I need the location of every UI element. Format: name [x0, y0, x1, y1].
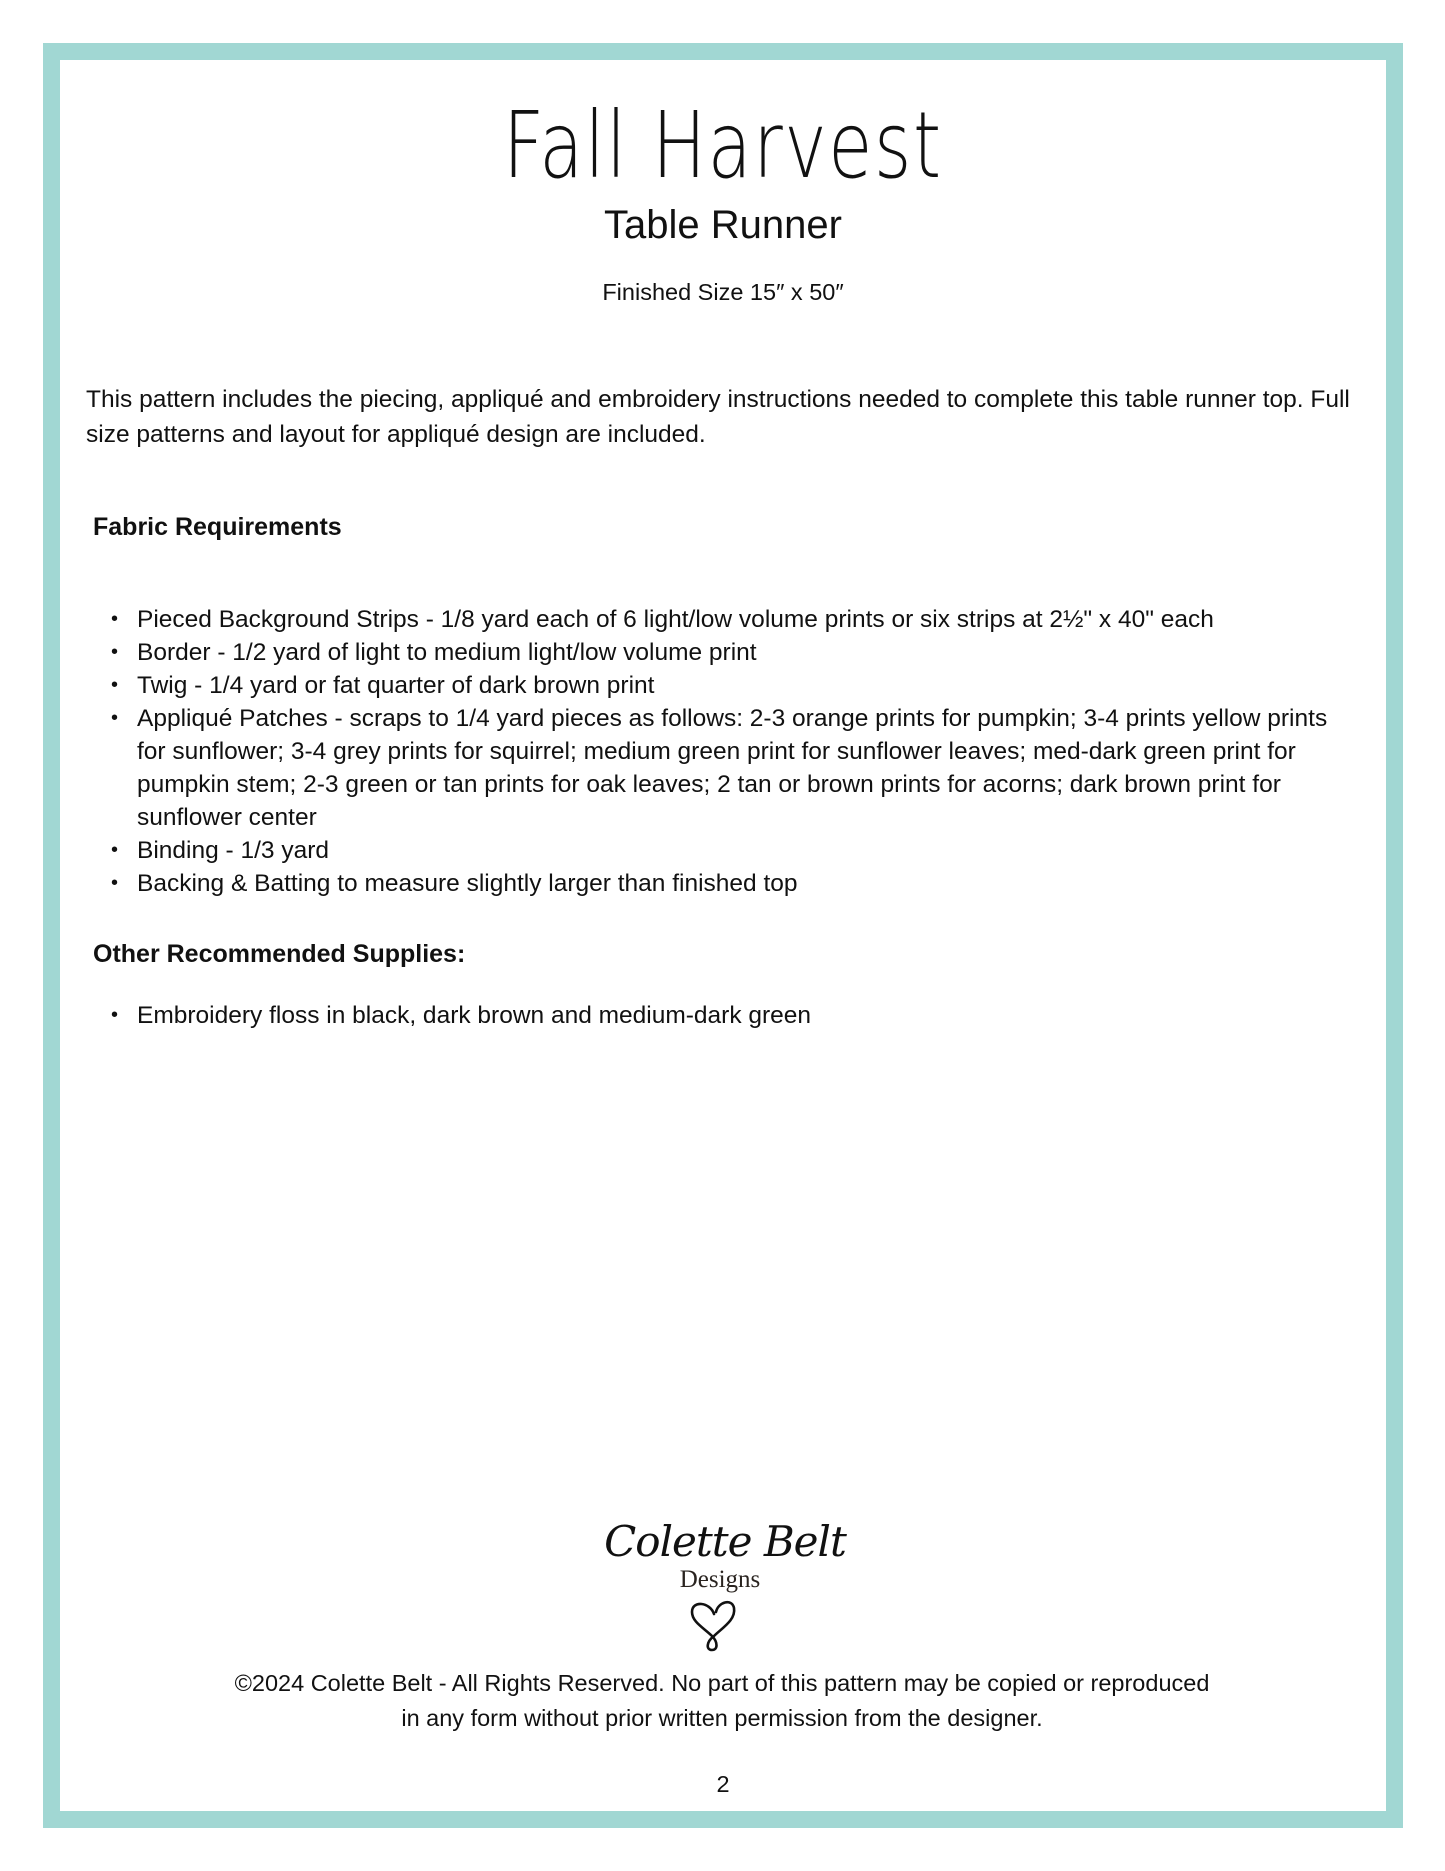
bullet-icon: •	[111, 608, 119, 630]
logo-name: Colette Belt	[604, 1517, 846, 1566]
fabric-requirements-heading: Fabric Requirements	[93, 513, 342, 541]
other-supplies-heading: Other Recommended Supplies:	[93, 940, 466, 968]
copyright-notice: ©2024 Colette Belt - All Rights Reserved. No part of this pattern may be copied or reproduced in any form without prior written permission from the designer.	[234, 1670, 1210, 1731]
intro-paragraph: This pattern includes the piecing, appliqué and embroidery instructions needed to complete this table runner top. Full size patterns and layout for appliqué design are included.	[86, 386, 1350, 448]
list-item: • Border - 1/2 yard of light to medium light/low volume print	[137, 636, 1357, 669]
fabric-requirements-list	[111, 603, 1357, 900]
bullet-icon: •	[111, 674, 119, 696]
logo-subtitle: Designs	[679, 1566, 761, 1593]
page-number: 2	[716, 1771, 730, 1797]
list-item: • Appliqué Patches - scraps to 1/4 yard pieces as follows: 2-3 orange prints for pumpkin; 3-4 prints yellow prints for sunflower; 3-4 grey prints for squirrel; medium green print for sunflower leaves; med-dark green print for pumpkin stem; 2-3 green or tan prints for oak leaves; 2 tan or brown prints for acorns; dark brown print for sunflower center	[137, 702, 1357, 834]
bullet-icon: •	[111, 839, 119, 861]
list-item: • Backing & Batting to measure slightly larger than finished top	[137, 867, 1357, 900]
heart-icon	[688, 1596, 740, 1652]
bullet-icon: •	[111, 1004, 119, 1026]
pattern-subtitle: Table Runner	[604, 203, 842, 247]
designer-logo	[595, 1516, 855, 1656]
finished-size: Finished Size 15″ x 50″	[602, 279, 844, 305]
bullet-icon: •	[111, 707, 119, 729]
other-supplies-list	[111, 999, 1357, 1032]
bullet-icon: •	[111, 641, 119, 663]
list-item: • Pieced Background Strips - 1/8 yard each of 6 light/low volume prints or six strips at 2½" x 40" each	[137, 603, 1357, 636]
list-item: • Binding - 1/3 yard	[137, 834, 1357, 867]
pattern-title: Fall Harvest	[503, 92, 943, 199]
list-item: • Embroidery floss in black, dark brown and medium-dark green	[137, 999, 1357, 1032]
bullet-icon: •	[111, 872, 119, 894]
list-item: • Twig - 1/4 yard or fat quarter of dark brown print	[137, 669, 1357, 702]
